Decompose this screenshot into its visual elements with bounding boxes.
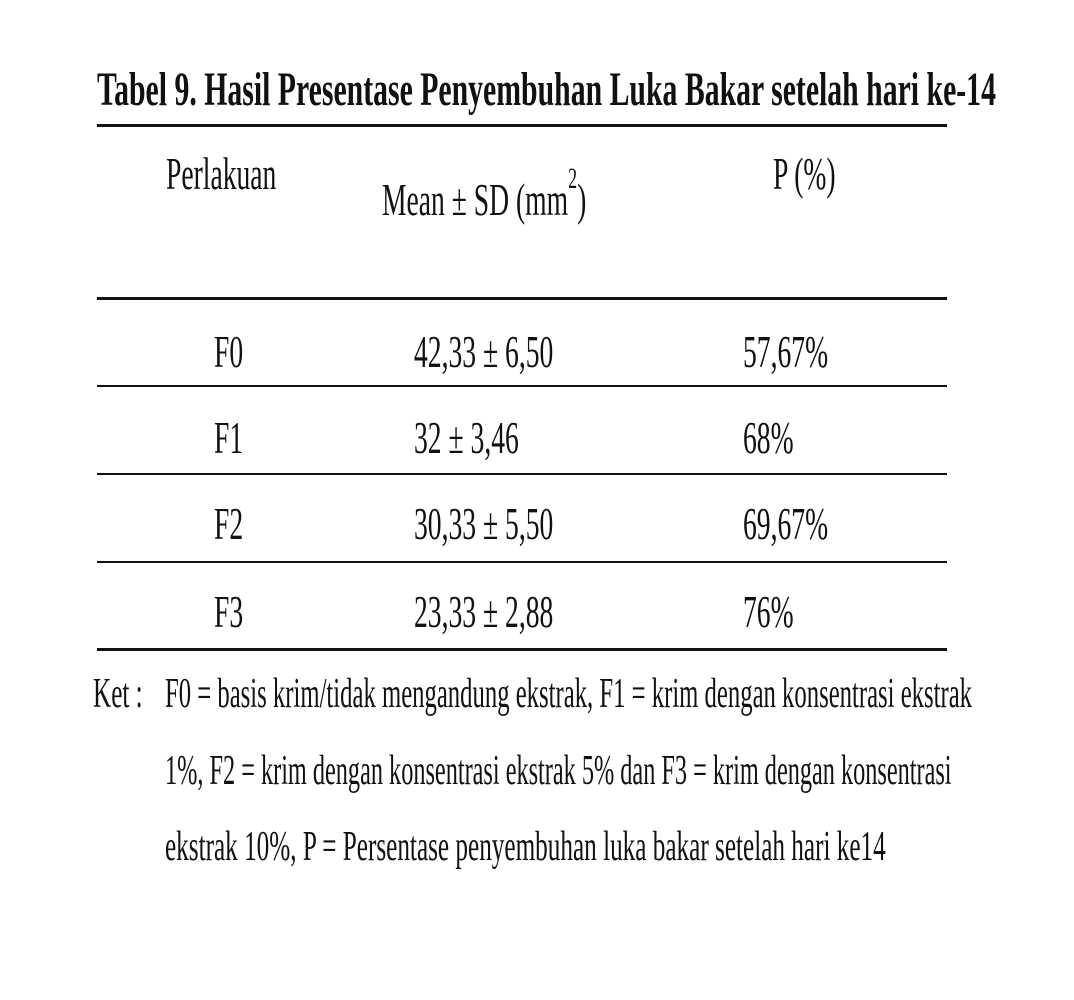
note-line-1: F0 = basis krim/tidak mengandung ekstrak, F1 = krim dengan konsentrasi ekstrak — [165, 671, 973, 717]
header-mean-sd-sup: 2 — [568, 162, 578, 195]
header-mean-sd-text: Mean ± SD (mm — [382, 174, 569, 225]
top-rule — [97, 124, 947, 127]
note-label: Ket : — [93, 671, 143, 717]
header-mean-sd — [382, 162, 723, 230]
header-rule — [97, 297, 947, 300]
row-divider — [97, 561, 947, 563]
row-divider — [97, 385, 947, 387]
table-row-f1-percent: 68% — [743, 412, 794, 463]
bottom-rule — [97, 648, 947, 651]
table-row-f2-treatment: F2 — [214, 498, 244, 549]
table-row-f0-mean-sd: 42,33 ± 6,50 — [414, 326, 554, 377]
row-divider — [97, 473, 947, 475]
header-percent: P (%) — [773, 148, 836, 199]
table-row-f0-treatment: F0 — [214, 326, 244, 377]
note-line-2: 1%, F2 = krim dengan konsentrasi ekstrak 5% dan F3 = krim dengan konsentrasi — [165, 748, 952, 794]
header-treatment: Perlakuan — [166, 148, 277, 199]
table-title-text: Tabel 9. Hasil Presentase Penyembuhan Luka Bakar setelah hari ke-14 — [97, 63, 996, 116]
header-mean-sd-close: ) — [577, 174, 587, 225]
table-row-f2-mean-sd: 30,33 ± 5,50 — [414, 498, 554, 549]
note-line-3: ekstrak 10%, P = Persentase penyembuhan luka bakar setelah hari ke14 — [165, 824, 886, 870]
table-row-f0-percent: 57,67% — [743, 326, 829, 377]
table-row-f3-treatment: F3 — [214, 586, 244, 637]
table-row-f2-percent: 69,67% — [743, 498, 829, 549]
table-title — [97, 60, 996, 120]
table-row-f1-mean-sd: 32 ± 3,46 — [414, 412, 519, 463]
table-row-f3-mean-sd: 23,33 ± 2,88 — [414, 586, 554, 637]
table-row-f3-percent: 76% — [743, 586, 794, 637]
table-row-f1-treatment: F1 — [214, 412, 244, 463]
